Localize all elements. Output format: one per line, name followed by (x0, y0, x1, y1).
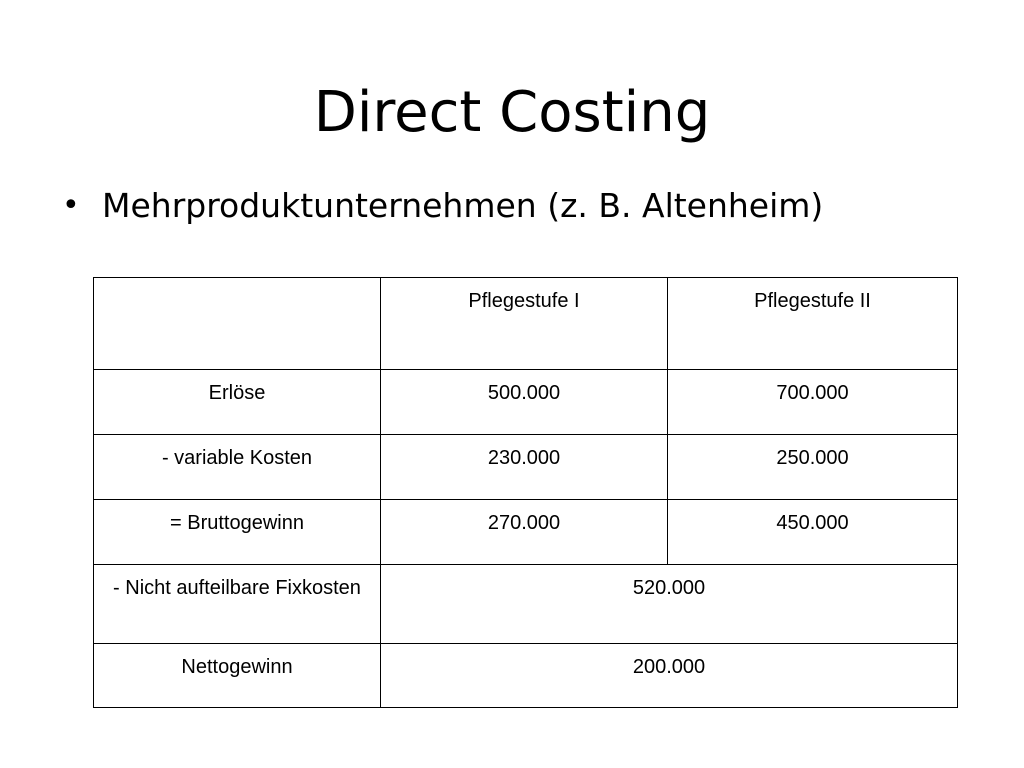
bullet-item (62, 184, 823, 228)
row-label: = Bruttogewinn (94, 500, 381, 565)
header-cell-pflegestufe-2: Pflegestufe II (668, 278, 958, 370)
row-label: Erlöse (94, 370, 381, 435)
row-label: - Nicht aufteilbare Fixkosten (94, 565, 381, 644)
cell-value-merged: 520.000 (381, 565, 958, 644)
cell-value: 270.000 (381, 500, 668, 565)
bullet-text: Mehrproduktunternehmen (z. B. Altenheim) (102, 186, 824, 225)
cell-value: 250.000 (668, 435, 958, 500)
header-cell-pflegestufe-1: Pflegestufe I (381, 278, 668, 370)
table-row (94, 644, 958, 708)
costing-table (93, 277, 958, 708)
table-row (94, 500, 958, 565)
table-header-row (94, 278, 958, 370)
cell-value: 230.000 (381, 435, 668, 500)
table-row (94, 370, 958, 435)
header-cell-empty (94, 278, 381, 370)
cell-value: 500.000 (381, 370, 668, 435)
bullet-icon: • (62, 188, 80, 223)
row-label: - variable Kosten (94, 435, 381, 500)
row-label: Nettogewinn (94, 644, 381, 708)
cell-value: 450.000 (668, 500, 958, 565)
table-row (94, 565, 958, 644)
slide-title: Direct Costing (313, 80, 711, 145)
costing-table-container (93, 277, 957, 708)
cell-value: 700.000 (668, 370, 958, 435)
table-row (94, 435, 958, 500)
cell-value-merged: 200.000 (381, 644, 958, 708)
